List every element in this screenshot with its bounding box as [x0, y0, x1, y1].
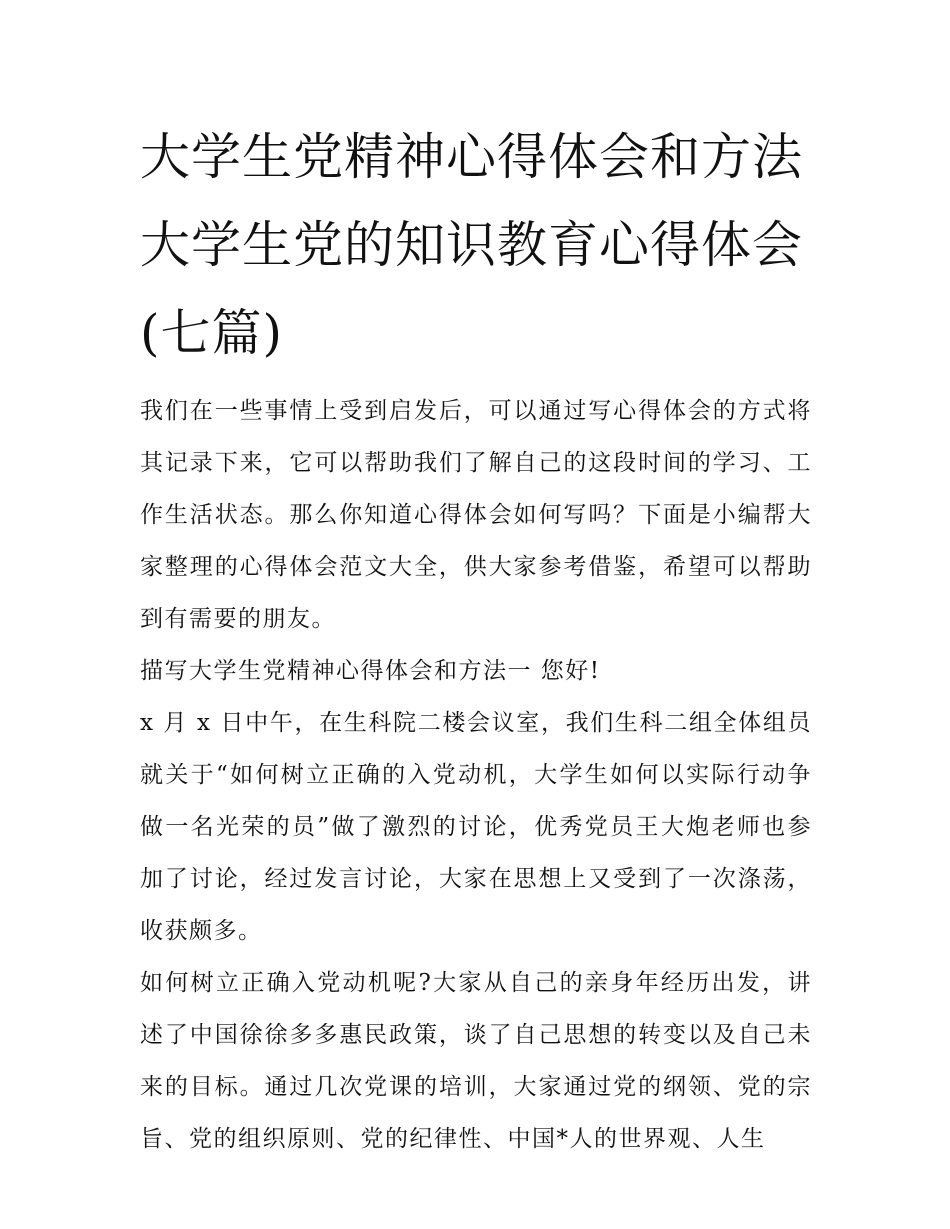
section-heading-1: 描写大学生党精神心得体会和方法一 您好! [140, 658, 601, 684]
intro-paragraph: 我们在一些事情上受到启发后，可以通过写心得体会的方式将其记录下来，它可以帮助我们了解自己的这段时间的学习、工作生活状态。那么你知道心得体会如何写吗？下面是小编帮大家整理的心得体会范文大全，供大家参考借鉴，希望可以帮助到有需要的朋友。 [140, 398, 812, 632]
document-title [140, 113, 812, 377]
title-line-2: 大学生党的知识教育心得体会 [140, 216, 803, 274]
title-line-3: (七篇) [140, 304, 284, 362]
body-paragraph-1: x 月 x 日中午，在生科院二楼会议室，我们生科二组全体组员就关于“如何树立正确的入党动机，大学生如何以实际行动争做一名光荣的员”做了激烈的讨论，优秀党员王大炮老师也参加了讨论，经过发言讨论，大家在思想上又受到了一次涤荡，收获颇多。 [140, 710, 812, 944]
title-line-1: 大学生党精神心得体会和方法 [140, 128, 803, 186]
body-paragraph-2: 如何树立正确入党动机呢?大家从自己的亲身年经历出发，讲述了中国徐徐多多惠民政策，谈了自己思想的转变以及自己未来的目标。通过几次党课的培训，大家通过党的纲领、党的宗旨、党的组织原则、党的纪律性、中国*人的世界观、人生 [140, 970, 812, 1152]
document-body [140, 385, 812, 1165]
